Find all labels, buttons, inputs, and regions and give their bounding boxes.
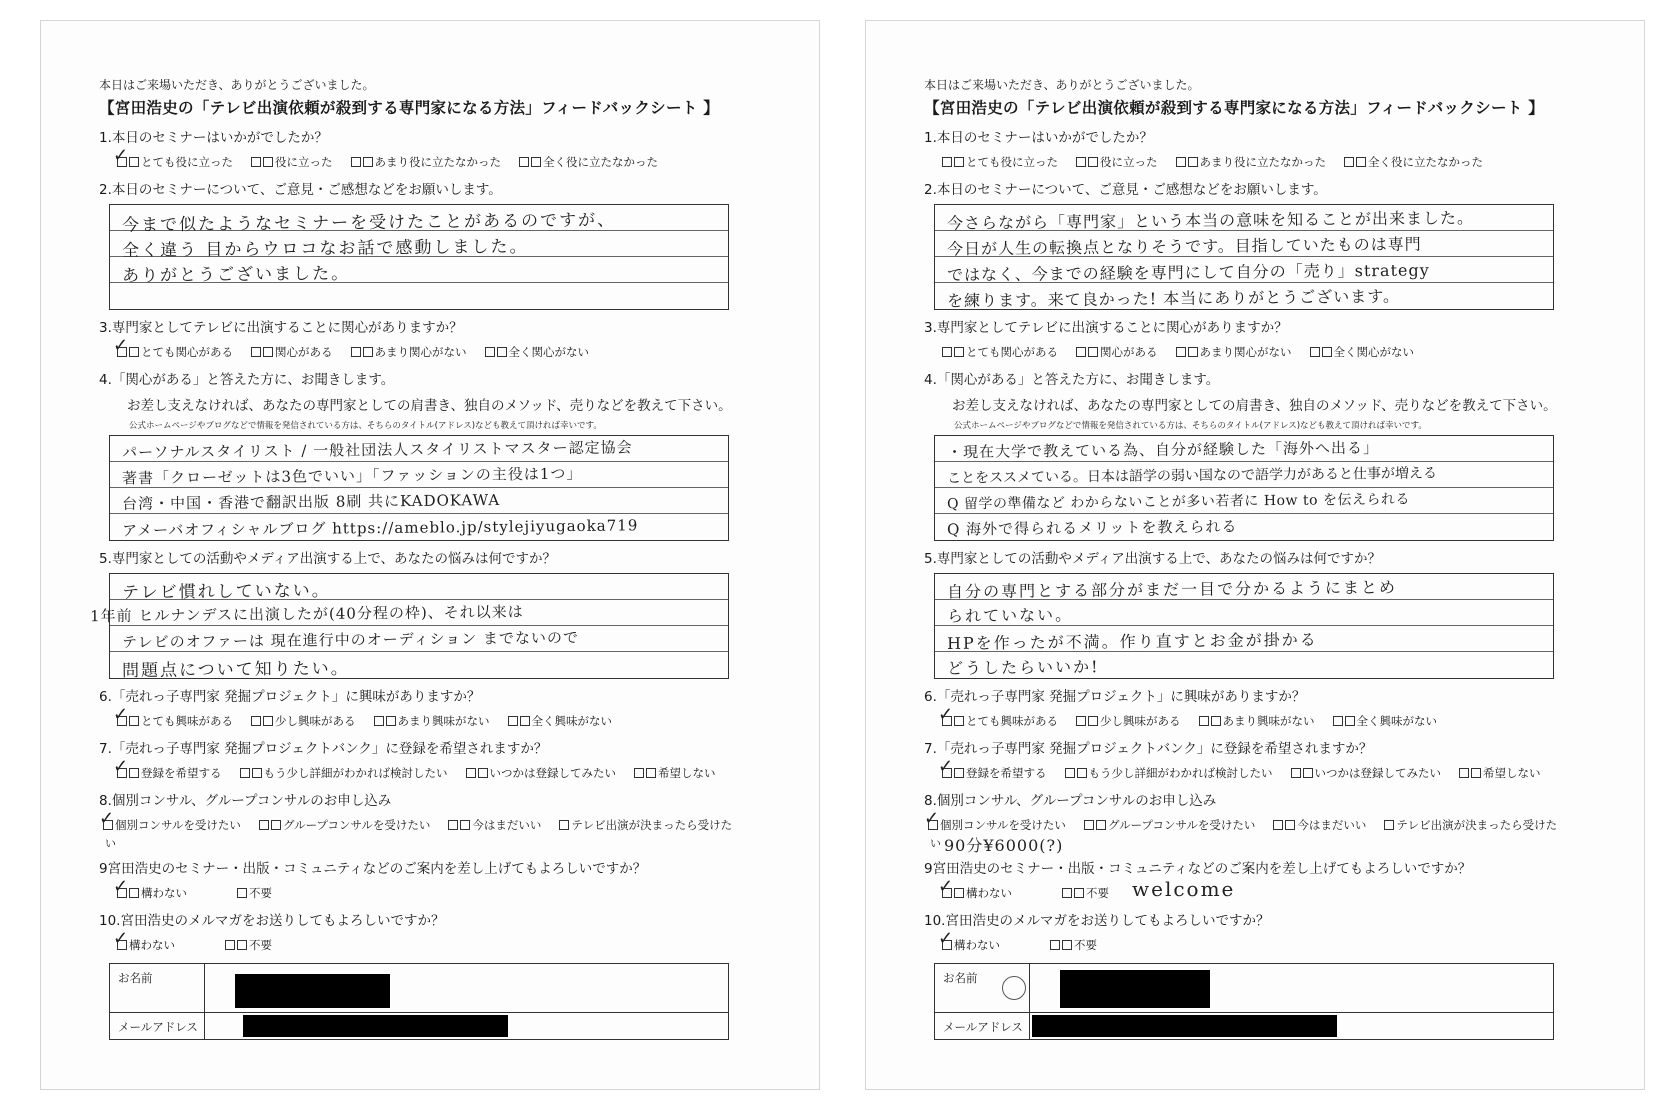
q8-wrap-text: い — [930, 837, 941, 850]
checkbox-icon — [1459, 768, 1469, 778]
checkbox-icon — [942, 157, 952, 167]
q8-wrap-row — [930, 835, 1604, 855]
checkbox-icon — [448, 820, 458, 830]
q9-option[interactable]: ✓ 構わない — [938, 876, 1012, 900]
handwritten-text: HPを作ったが不満。作り直すとお金が掛かる — [946, 630, 1318, 653]
q6-options — [113, 704, 779, 731]
q1-option[interactable]: 役に立った — [251, 154, 333, 170]
q1-option[interactable]: ✓ とても役に立った — [113, 145, 233, 169]
q6-option[interactable]: あまり興味がない — [1199, 713, 1315, 729]
checkbox-icon — [351, 347, 361, 357]
q4-label: 4.「関心がある」と答えた方に、お聞きします。 — [924, 372, 1220, 388]
q7-options — [113, 756, 779, 783]
q1-label: 1.本日のセミナーはいかがでしたか？ — [924, 130, 1153, 146]
handwritten-text: 今さらながら「専門家」という本当の意味を知ることが出来ました。 — [946, 208, 1475, 233]
email-field[interactable] — [205, 1013, 728, 1039]
q5-answer-box[interactable] — [89, 573, 729, 682]
q6-option[interactable]: あまり興味がない — [374, 713, 490, 729]
redaction-block — [235, 974, 390, 1008]
checkbox-icon — [954, 347, 964, 357]
checkbox-icon — [271, 820, 281, 830]
checkbox-icon — [1471, 768, 1481, 778]
checkbox-icon — [263, 157, 273, 167]
handwritten-text: どうしたらいいか! — [946, 657, 1100, 678]
checkbox-icon — [1345, 716, 1355, 726]
q4-answer-box[interactable] — [934, 435, 1554, 541]
q7-label: 7.「売れっ子専門家 発掘プロジェクトバンク」に登録を希望されますか？ — [924, 741, 1373, 757]
checkbox-icon — [1076, 157, 1086, 167]
q8-option[interactable]: テレビ出演が決まったら受けた — [1384, 817, 1557, 833]
handwritten-text: Q 留学の準備など わからないことが多い若者に How to を伝えられる — [946, 491, 1410, 513]
q10-option[interactable]: ✓ 構わない — [113, 928, 175, 952]
checkbox-icon — [954, 888, 964, 898]
checkbox-icon — [466, 768, 476, 778]
checkbox-icon — [1291, 768, 1301, 778]
handwritten-text: 全く違う 目からウロコなお話で感動しました。 — [121, 236, 529, 262]
checkbox-icon — [485, 347, 495, 357]
checkbox-icon — [1199, 716, 1209, 726]
q7-option[interactable]: ✓ 登録を希望する — [113, 756, 222, 780]
q7-option[interactable]: 希望しない — [634, 765, 716, 781]
checkbox-icon — [1076, 347, 1086, 357]
q8-options — [924, 808, 1604, 835]
q1-label: 1.本日のセミナーはいかがでしたか？ — [99, 130, 328, 146]
contact-table — [109, 963, 729, 1040]
handwritten-text: られていない。 — [946, 605, 1074, 626]
checkbox-icon — [237, 940, 247, 950]
checkbox-icon — [1050, 940, 1060, 950]
checkbox-icon — [1285, 820, 1295, 830]
checkbox-icon — [1303, 768, 1313, 778]
q8-option[interactable]: 今はまだいい — [448, 817, 541, 833]
q8-option[interactable]: ✓ 個別コンサルを受けたい — [924, 808, 1066, 832]
q2-label: 2.本日のセミナーについて、ご意見・ご感想などをお願いします。 — [99, 182, 502, 198]
q10-options — [113, 928, 779, 955]
q9-option[interactable]: ✓ 構わない — [113, 876, 187, 900]
sheet-title: 【宮田浩史の「テレビ出演依頼が殺到する専門家になる方法」フィードバックシート 】 — [99, 99, 720, 117]
handwritten-text: ことをススメている。日本は語学の弱い国なので語学力があると仕事が増える — [946, 465, 1438, 487]
checkmark-icon: ✓ — [113, 928, 129, 949]
q4-subtext: お差し支えなければ、あなたの専門家としての肩書き、独自のメソッド、売りなどを教えて下さい。 — [127, 398, 732, 414]
checkbox-icon — [237, 888, 247, 898]
checkbox-icon — [1074, 888, 1084, 898]
checkbox-icon — [129, 347, 139, 357]
checkmark-icon: ✓ — [113, 756, 129, 777]
feedback-sheet-left — [40, 20, 820, 1090]
q5-label: 5.専門家としての活動やメディア出演する上で、あなたの悩みは何ですか？ — [924, 551, 1382, 567]
q4-answer-box[interactable] — [109, 435, 729, 541]
handwritten-text: 著書「クローゼットは3色でいい」「ファッションの主役は1つ」 — [121, 464, 583, 488]
q3-option[interactable]: 全く関心がない — [485, 344, 590, 360]
sheet-title: 【宮田浩史の「テレビ出演依頼が殺到する専門家になる方法」フィードバックシート 】 — [924, 99, 1545, 117]
q3-option[interactable]: 関心がある — [251, 344, 333, 360]
q8-option[interactable]: グループコンサルを受けたい — [1084, 817, 1255, 833]
q6-option[interactable]: ✓ とても興味がある — [113, 704, 233, 728]
checkmark-icon: ✓ — [938, 756, 954, 777]
name-field[interactable] — [1030, 964, 1553, 1012]
q2-answer-box[interactable] — [109, 204, 729, 310]
checkbox-icon — [263, 347, 273, 357]
q3-options — [942, 342, 1604, 362]
redaction-block — [243, 1015, 508, 1037]
q6-option[interactable]: 少し興味がある — [251, 713, 356, 729]
q6-label: 6.「売れっ子専門家 発掘プロジェクト」に興味がありますか？ — [99, 689, 481, 705]
q1-option[interactable]: あまり役に立たなかった — [351, 154, 502, 170]
q5-answer-box[interactable] — [934, 573, 1554, 679]
handwritten-text: Q 海外で得られるメリットを教えられる — [946, 517, 1238, 539]
handwritten-text: テレビのオファーは 現在進行中のオーディション までないので — [121, 628, 580, 652]
q1-options — [942, 152, 1604, 172]
checkbox-icon — [559, 820, 569, 830]
q9-label: 9宮田浩史のセミナー・出版・コミュニティなどのご案内を差し上げてもよろしいですか？ — [924, 861, 1472, 877]
q7-options — [938, 756, 1604, 783]
q4-note: 公式ホームページやブログなどで情報を発信されている方は、そちらのタイトル(アドレス)なども教えて頂ければ幸いです。 — [954, 421, 1427, 431]
checkbox-icon — [259, 820, 269, 830]
checkbox-icon — [1211, 716, 1221, 726]
q4-label: 4.「関心がある」と答えた方に、お聞きします。 — [99, 372, 395, 388]
checkbox-icon — [251, 716, 261, 726]
q3-option[interactable]: あまり関心がない — [351, 344, 467, 360]
checkmark-icon: ✓ — [113, 704, 129, 725]
q1-option[interactable]: あまり役に立たなかった — [1176, 154, 1327, 170]
checkbox-icon — [386, 716, 396, 726]
q9-options — [938, 876, 1604, 903]
q6-option[interactable]: ✓ とても興味がある — [938, 704, 1058, 728]
checkbox-icon — [1273, 820, 1283, 830]
q3-option[interactable]: 関心がある — [1076, 344, 1158, 360]
q8-option[interactable]: 今はまだいい — [1273, 817, 1366, 833]
checkbox-icon — [1188, 157, 1198, 167]
handwritten-note: welcome — [1132, 877, 1236, 901]
handwritten-text: ではなく、今までの経験を専門にして自分の「売り」strategy — [946, 260, 1430, 285]
q10-label: 10.宮田浩史のメルマガをお送りしてもよろしいですか？ — [99, 913, 445, 929]
q9-option[interactable]: 不要 — [237, 885, 272, 901]
q1-option[interactable]: 全く役に立たなかった — [1344, 154, 1483, 170]
checkbox-icon — [351, 157, 361, 167]
intro-text: 本日はご来場いただき、ありがとうございました。 — [99, 78, 375, 92]
checkbox-icon — [1176, 157, 1186, 167]
q7-option[interactable]: いつかは登録してみたい — [1291, 765, 1442, 781]
q7-option[interactable]: もう少し詳細がわかれば検討したい — [1065, 765, 1273, 781]
checkbox-icon — [363, 347, 373, 357]
checkbox-icon — [1322, 347, 1332, 357]
q10-option[interactable]: 不要 — [1050, 937, 1097, 953]
q9-label: 9宮田浩史のセミナー・出版・コミュニティなどのご案内を差し上げてもよろしいですか？ — [99, 861, 647, 877]
checkmark-icon: ✓ — [113, 145, 129, 166]
q7-label: 7.「売れっ子専門家 発掘プロジェクトバンク」に登録を希望されますか？ — [99, 741, 548, 757]
stamp-icon — [1002, 976, 1026, 1000]
email-field[interactable] — [1030, 1013, 1553, 1039]
checkbox-icon — [1084, 820, 1094, 830]
checkbox-icon — [519, 157, 529, 167]
q6-option[interactable]: 全く興味がない — [1333, 713, 1438, 729]
q3-option[interactable]: あまり関心がない — [1176, 344, 1292, 360]
checkbox-icon — [129, 157, 139, 167]
checkbox-icon — [263, 716, 273, 726]
handwritten-text: 自分の専門とする部分がまだ一目で分かるようにまとめ — [946, 577, 1398, 602]
handwritten-text: パーソナルスタイリスト / 一般社団法人スタイリストマスター認定協会 — [121, 438, 633, 462]
checkbox-icon — [1310, 347, 1320, 357]
handwritten-text: 台湾・中国・香港で翻訳出版 8刷 共にKADOKAWA — [121, 491, 501, 513]
intro-text: 本日はご来場いただき、ありがとうございました。 — [924, 78, 1200, 92]
q9-options — [113, 876, 779, 903]
checkmark-icon: ✓ — [99, 808, 115, 829]
q6-option[interactable]: 少し興味がある — [1076, 713, 1181, 729]
q4-subtext: お差し支えなければ、あなたの専門家としての肩書き、独自のメソッド、売りなどを教えて下さい。 — [952, 398, 1557, 414]
checkbox-icon — [1344, 157, 1354, 167]
q8-option[interactable]: ✓ 個別コンサルを受けたい — [99, 808, 241, 832]
q7-option[interactable]: ✓ 登録を希望する — [938, 756, 1047, 780]
checkmark-icon: ✓ — [924, 808, 940, 829]
q9-option[interactable]: 不要 — [1062, 885, 1109, 901]
q8-options — [99, 808, 779, 835]
q10-label: 10.宮田浩史のメルマガをお送りしてもよろしいですか？ — [924, 913, 1270, 929]
checkbox-icon — [252, 768, 262, 778]
checkbox-icon — [1088, 347, 1098, 357]
checkbox-icon — [1384, 820, 1394, 830]
checkbox-icon — [1096, 820, 1106, 830]
q1-option[interactable]: とても役に立った — [942, 154, 1058, 170]
q6-option[interactable]: 全く興味がない — [508, 713, 613, 729]
q4-note: 公式ホームページやブログなどで情報を発信されている方は、そちらのタイトル(アドレス)なども教えて頂ければ幸いです。 — [129, 421, 602, 431]
checkmark-icon: ✓ — [113, 335, 129, 356]
checkbox-icon — [478, 768, 488, 778]
redaction-block — [1032, 1015, 1337, 1037]
checkbox-icon — [1333, 716, 1343, 726]
contact-table — [934, 963, 1554, 1040]
q10-option[interactable]: 不要 — [225, 937, 272, 953]
q6-label: 6.「売れっ子専門家 発掘プロジェクト」に興味がありますか？ — [924, 689, 1306, 705]
checkbox-icon — [374, 716, 384, 726]
q1-option[interactable]: 役に立った — [1076, 154, 1158, 170]
checkbox-icon — [1188, 347, 1198, 357]
checkbox-icon — [129, 888, 139, 898]
name-field[interactable] — [205, 964, 728, 1012]
q7-option[interactable]: もう少し詳細がわかれば検討したい — [240, 765, 448, 781]
checkbox-icon — [1088, 157, 1098, 167]
q8-wrap-text: い — [105, 837, 116, 850]
checkbox-icon — [1176, 347, 1186, 357]
q8-option[interactable]: テレビ出演が決まったら受けた — [559, 817, 732, 833]
checkbox-icon — [460, 820, 470, 830]
handwritten-text: 問題点について知りたい。 — [121, 658, 350, 682]
checkbox-icon — [1356, 157, 1366, 167]
q5-label: 5.専門家としての活動やメディア出演する上で、あなたの悩みは何ですか？ — [99, 551, 557, 567]
checkmark-icon: ✓ — [113, 876, 129, 897]
q3-option[interactable]: とても関心がある — [942, 344, 1058, 360]
checkbox-icon — [1077, 768, 1087, 778]
q3-option[interactable]: ✓ とても関心がある — [113, 335, 233, 359]
q8-label: 8.個別コンサル、グループコンサルのお申し込み — [99, 793, 392, 809]
checkbox-icon — [646, 768, 656, 778]
email-label: メールアドレス — [110, 1013, 205, 1039]
checkbox-icon — [531, 157, 541, 167]
checkbox-icon — [954, 768, 964, 778]
q7-option[interactable]: いつかは登録してみたい — [466, 765, 617, 781]
checkbox-icon — [1088, 716, 1098, 726]
email-label: メールアドレス — [935, 1013, 1030, 1039]
checkbox-icon — [363, 157, 373, 167]
checkbox-icon — [251, 157, 261, 167]
checkbox-icon — [225, 940, 235, 950]
q8-option[interactable]: グループコンサルを受けたい — [259, 817, 430, 833]
handwritten-text: テレビ慣れしていない。 — [121, 580, 331, 604]
checkbox-icon — [1065, 768, 1075, 778]
q6-options — [938, 704, 1604, 731]
checkbox-icon — [129, 768, 139, 778]
checkbox-icon — [251, 347, 261, 357]
checkbox-icon — [508, 716, 518, 726]
q1-options — [113, 145, 779, 172]
q3-option[interactable]: 全く関心がない — [1310, 344, 1415, 360]
q7-option[interactable]: 希望しない — [1459, 765, 1541, 781]
handwritten-text: アメーバオフィシャルブログ https://ameblo.jp/stylejiyugaoka719 — [121, 516, 639, 540]
q3-label: 3.専門家としてテレビに出演することに関心がありますか？ — [99, 320, 463, 336]
checkbox-icon — [954, 157, 964, 167]
q10-options — [938, 928, 1604, 955]
q2-answer-box[interactable] — [934, 204, 1554, 310]
handwritten-text: を練ります。来て良かった! 本当にありがとうございます。 — [946, 286, 1401, 311]
checkbox-icon — [240, 768, 250, 778]
checkbox-icon — [1062, 888, 1072, 898]
name-label: お名前 — [935, 964, 1030, 1012]
handwritten-note: 90分¥6000(?) — [944, 836, 1064, 855]
checkbox-icon — [942, 347, 952, 357]
checkbox-icon — [634, 768, 644, 778]
feedback-sheet-right — [865, 20, 1645, 1090]
checkbox-icon — [1076, 716, 1086, 726]
checkbox-icon — [497, 347, 507, 357]
checkbox-icon — [1062, 940, 1072, 950]
q3-label: 3.専門家としてテレビに出演することに関心がありますか？ — [924, 320, 1288, 336]
checkbox-icon — [129, 716, 139, 726]
q2-label: 2.本日のセミナーについて、ご意見・ご感想などをお願いします。 — [924, 182, 1327, 198]
checkmark-icon: ✓ — [938, 928, 954, 949]
checkbox-icon — [954, 716, 964, 726]
handwritten-text: ・現在大学で教えている為、自分が経験した「海外へ出る」 — [946, 438, 1380, 462]
handwritten-text: 今まで似たようなセミナーを受けたことがあるのですが、 — [121, 210, 617, 236]
q10-option[interactable]: ✓ 構わない — [938, 928, 1000, 952]
checkmark-icon: ✓ — [938, 876, 954, 897]
q1-option[interactable]: 全く役に立たなかった — [519, 154, 658, 170]
q8-label: 8.個別コンサル、グループコンサルのお申し込み — [924, 793, 1217, 809]
redaction-block — [1060, 970, 1210, 1008]
checkbox-icon — [520, 716, 530, 726]
checkmark-icon: ✓ — [938, 704, 954, 725]
handwritten-text: 今日が人生の転換点となりそうです。目指していたものは専門 — [946, 234, 1422, 259]
q3-options — [113, 335, 779, 362]
handwritten-text: ありがとうございました。 — [121, 263, 351, 287]
handwritten-text: 1年前 ヒルナンデスに出演したが(40分程の枠)、それ以来は — [89, 602, 524, 626]
name-label: お名前 — [110, 964, 205, 1012]
